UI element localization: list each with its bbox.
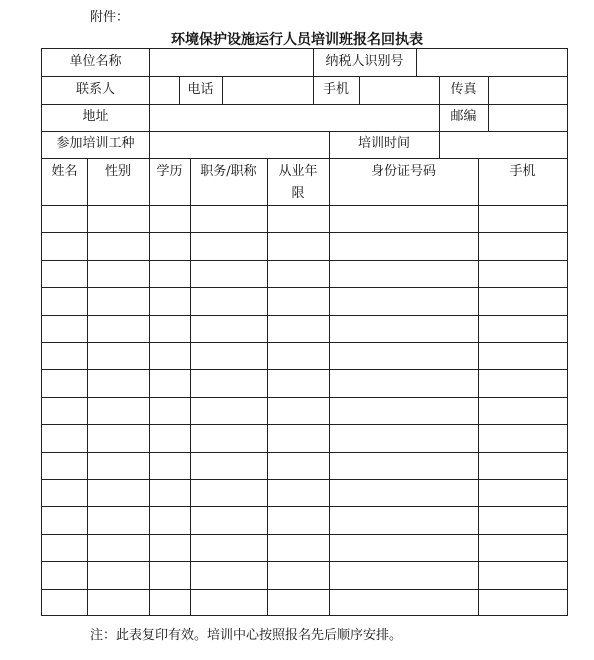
unit-name-label: 单位名称	[69, 54, 122, 69]
footer-note: 注：此表复印有效。培训中心按照报名先后顺序安排。	[90, 628, 403, 643]
cell-divider	[488, 76, 489, 104]
cell-divider	[359, 76, 360, 104]
cell-divider	[222, 76, 223, 104]
mobile-label: 手机	[322, 82, 349, 97]
table-row-divider	[42, 315, 567, 316]
table-row-divider	[42, 589, 567, 590]
table-row-divider	[42, 287, 567, 288]
table-row-divider	[42, 452, 567, 453]
table-row-divider	[42, 479, 567, 480]
row-divider	[42, 131, 567, 132]
table-row-divider	[42, 342, 567, 343]
address-label: 地址	[82, 109, 109, 124]
table-row-divider	[42, 369, 567, 370]
cell-divider	[149, 76, 150, 104]
registration-form	[41, 48, 568, 616]
table-row-divider	[42, 424, 567, 425]
training-type-label: 参加培训工种	[56, 136, 135, 151]
cell-divider	[439, 131, 440, 158]
column-header-name: 姓名	[51, 164, 78, 179]
column-divider	[329, 158, 330, 616]
table-row-divider	[42, 561, 567, 562]
postcode-label: 邮编	[450, 109, 477, 124]
table-row-divider	[42, 534, 567, 535]
column-header-years-line1: 从业年	[278, 164, 318, 179]
column-header-gender: 性别	[104, 164, 131, 179]
cell-divider	[149, 104, 150, 131]
column-header-id-number: 身份证号码	[370, 164, 436, 179]
training-time-label: 培训时间	[357, 136, 410, 151]
fax-label: 传真	[450, 82, 477, 97]
table-row-divider	[42, 232, 567, 233]
column-divider	[478, 158, 479, 616]
column-header-mobile: 手机	[509, 164, 536, 179]
column-divider	[190, 158, 191, 616]
taxpayer-id-label: 纳税人识别号	[325, 54, 404, 69]
phone-label: 电话	[187, 82, 214, 97]
table-row-divider	[42, 506, 567, 507]
table-row-divider	[42, 397, 567, 398]
table-row-divider	[42, 260, 567, 261]
header-row-divider	[42, 205, 567, 206]
cell-divider	[416, 49, 417, 76]
column-divider	[149, 158, 150, 616]
form-title: 环境保护设施运行人员培训班报名回执表	[171, 32, 423, 48]
column-header-years-line2: 限	[291, 186, 305, 201]
attachment-label: 附件：	[90, 10, 130, 25]
contact-label: 联系人	[75, 82, 115, 97]
cell-divider	[149, 49, 150, 76]
column-divider	[87, 158, 88, 616]
cell-divider	[488, 104, 489, 131]
row-divider	[42, 158, 567, 159]
cell-divider	[149, 131, 150, 158]
column-header-position: 职务/职称	[200, 164, 257, 179]
column-divider	[267, 158, 268, 616]
column-header-education: 学历	[156, 164, 183, 179]
